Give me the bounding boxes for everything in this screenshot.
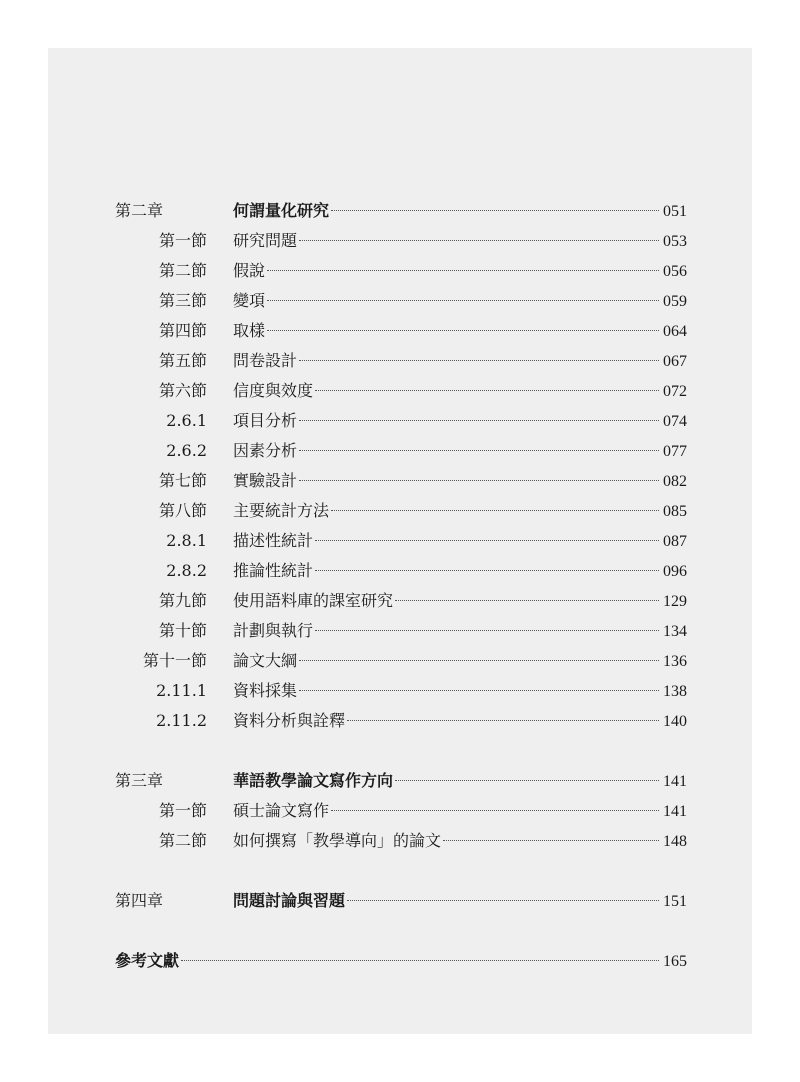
toc-entry-subsection[interactable] (115, 556, 687, 586)
leader-dots (181, 959, 659, 961)
section-label: 2.6.1 (166, 411, 207, 430)
leader-dots (299, 239, 659, 241)
page-number: 059 (663, 293, 687, 310)
leader-dots (299, 419, 659, 421)
toc-entry-section[interactable] (115, 826, 687, 856)
section-label: 2.8.2 (166, 561, 207, 580)
leader-dots (331, 209, 659, 211)
section-label: 第四節 (158, 321, 207, 340)
toc-entry-section[interactable] (115, 616, 687, 646)
section-title: 計劃與執行 (233, 621, 314, 640)
page-number: 141 (663, 803, 687, 820)
chapter-title: 何謂量化研究 (233, 201, 330, 220)
section-label: 2.6.2 (166, 441, 207, 460)
toc-entry-subsection[interactable] (115, 676, 687, 706)
page-number: 151 (663, 893, 687, 910)
leader-dots (299, 689, 659, 691)
leader-dots (315, 389, 659, 391)
section-label: 第十一節 (142, 651, 207, 670)
leader-dots (267, 299, 659, 301)
section-label: 2.11.1 (156, 681, 207, 700)
page-number: 077 (663, 443, 687, 460)
page-number: 138 (663, 683, 687, 700)
leader-dots (315, 569, 659, 571)
leader-dots (395, 599, 659, 601)
leader-dots (267, 329, 659, 331)
leader-dots (315, 539, 659, 541)
toc-entry-section[interactable] (115, 646, 687, 676)
leader-dots (331, 809, 659, 811)
section-title: 變項 (233, 291, 266, 310)
section-label: 第五節 (158, 351, 207, 370)
page-number: 074 (663, 413, 687, 430)
toc-entry-section[interactable] (115, 316, 687, 346)
page-number: 136 (663, 653, 687, 670)
section-label: 第六節 (158, 381, 207, 400)
section-title: 因素分析 (233, 441, 298, 460)
section-label: 第三節 (158, 291, 207, 310)
section-title: 描述性統計 (233, 531, 314, 550)
leader-dots (299, 659, 659, 661)
section-label: 第八節 (158, 501, 207, 520)
toc-chapter-2[interactable] (115, 196, 687, 226)
section-title: 取樣 (233, 321, 266, 340)
section-title: 使用語料庫的課室研究 (233, 591, 394, 610)
page-number: 096 (663, 563, 687, 580)
page-number: 067 (663, 353, 687, 370)
page-number: 082 (663, 473, 687, 490)
page-number: 141 (663, 773, 687, 790)
toc-entry-section[interactable] (115, 286, 687, 316)
toc-entry-section[interactable] (115, 586, 687, 616)
toc-entry-section[interactable] (115, 496, 687, 526)
page-number: 165 (663, 953, 687, 970)
toc-chapter-4[interactable] (115, 886, 687, 916)
chapter-spacer (115, 736, 687, 766)
page-number: 129 (663, 593, 687, 610)
section-label: 第一節 (158, 801, 207, 820)
toc-entry-section[interactable] (115, 256, 687, 286)
section-title: 資料採集 (233, 681, 298, 700)
leader-dots (347, 719, 659, 721)
page-number: 134 (663, 623, 687, 640)
page-number: 148 (663, 833, 687, 850)
chapter-title: 問題討論與習題 (233, 891, 346, 910)
page-number: 053 (663, 233, 687, 250)
toc-entry-subsection[interactable] (115, 526, 687, 556)
toc-entry-subsection[interactable] (115, 706, 687, 736)
toc-entry-subsection[interactable] (115, 406, 687, 436)
table-of-contents (115, 196, 687, 976)
section-title: 信度與效度 (233, 381, 314, 400)
chapter-label: 第二章 (115, 201, 164, 220)
section-label: 第一節 (158, 231, 207, 250)
page-number: 072 (663, 383, 687, 400)
section-title: 假說 (233, 261, 266, 280)
section-title: 研究問題 (233, 231, 298, 250)
references-title: 參考文獻 (115, 951, 180, 970)
section-title: 推論性統計 (233, 561, 314, 580)
section-title: 資料分析與詮釋 (233, 711, 346, 730)
page-number: 064 (663, 323, 687, 340)
leader-dots (395, 779, 659, 781)
toc-references[interactable] (115, 946, 687, 976)
page-number: 085 (663, 503, 687, 520)
leader-dots (299, 449, 659, 451)
section-label: 2.11.2 (156, 711, 207, 730)
toc-entry-section[interactable] (115, 226, 687, 256)
leader-dots (331, 509, 659, 511)
leader-dots (443, 839, 659, 841)
toc-entry-subsection[interactable] (115, 436, 687, 466)
leader-dots (347, 899, 659, 901)
toc-chapter-3[interactable] (115, 766, 687, 796)
section-title: 主要統計方法 (233, 501, 330, 520)
toc-entry-section[interactable] (115, 346, 687, 376)
toc-entry-section[interactable] (115, 466, 687, 496)
leader-dots (267, 269, 659, 271)
section-label: 第二節 (158, 831, 207, 850)
chapter-spacer (115, 916, 687, 946)
section-label: 第二節 (158, 261, 207, 280)
chapter-title: 華語教學論文寫作方向 (233, 771, 394, 790)
section-title: 論文大綱 (233, 651, 298, 670)
page-number: 056 (663, 263, 687, 280)
leader-dots (315, 629, 659, 631)
page-number: 087 (663, 533, 687, 550)
section-title: 碩士論文寫作 (233, 801, 330, 820)
leader-dots (299, 359, 659, 361)
chapter-label: 第四章 (115, 891, 164, 910)
section-label: 第七節 (158, 471, 207, 490)
section-title: 問卷設計 (233, 351, 298, 370)
section-title: 如何撰寫「教學導向」的論文 (233, 831, 442, 850)
section-label: 第十節 (158, 621, 207, 640)
chapter-label: 第三章 (115, 771, 164, 790)
toc-entry-section[interactable] (115, 796, 687, 826)
section-title: 項目分析 (233, 411, 298, 430)
chapter-spacer (115, 856, 687, 886)
leader-dots (299, 479, 659, 481)
section-label: 2.8.1 (166, 531, 207, 550)
page-number: 140 (663, 713, 687, 730)
toc-entry-section[interactable] (115, 376, 687, 406)
page-number: 051 (663, 203, 687, 220)
section-title: 實驗設計 (233, 471, 298, 490)
section-label: 第九節 (158, 591, 207, 610)
